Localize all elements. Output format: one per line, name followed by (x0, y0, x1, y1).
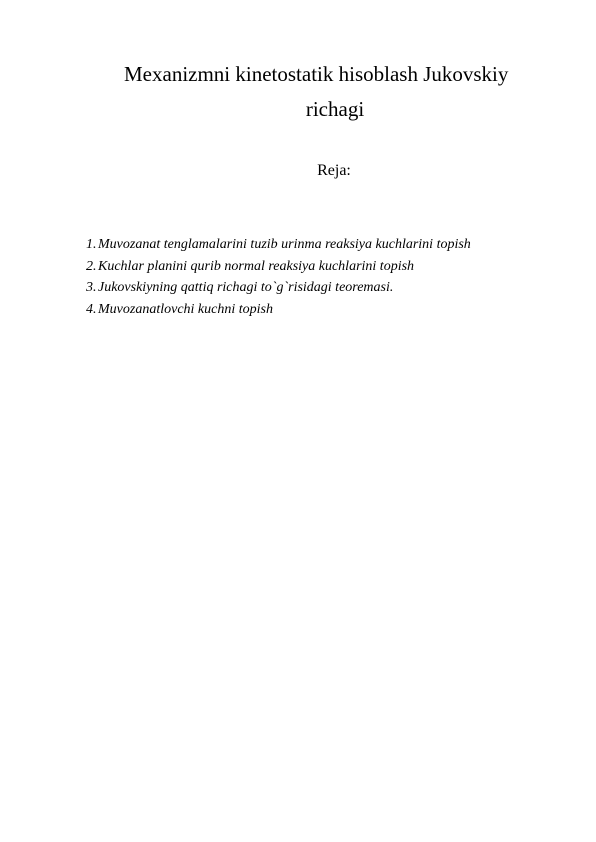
plan-item-text: Muvozanat tenglamalarini tuzib urinma reaksiya kuchlarini topish (98, 237, 471, 252)
document-title-line-1: Mexanizmni kinetostatik hisoblash Jukovskiy (124, 62, 509, 86)
plan-item-text: Muvozanatlovchi kuchni topish (98, 301, 273, 317)
plan-item-number: 1. (86, 237, 97, 252)
plan-item-text: Jukovskiyning qattiq richagi to`g`risidagi teoremasi. (98, 280, 394, 295)
plan-item (86, 256, 556, 278)
plan-heading: Reja: (317, 162, 351, 179)
plan-list (86, 234, 556, 320)
plan-item-text: Kuchlar planini qurib normal reaksiya kuchlarini topish (98, 258, 415, 274)
plan-item-number: 4. (86, 301, 97, 317)
plan-item-number: 3. (86, 280, 97, 295)
plan-item (86, 299, 556, 321)
plan-item-number: 2. (86, 258, 97, 274)
plan-item (86, 277, 556, 299)
plan-item (86, 234, 556, 256)
document-title-line-2: richagi (305, 97, 365, 121)
